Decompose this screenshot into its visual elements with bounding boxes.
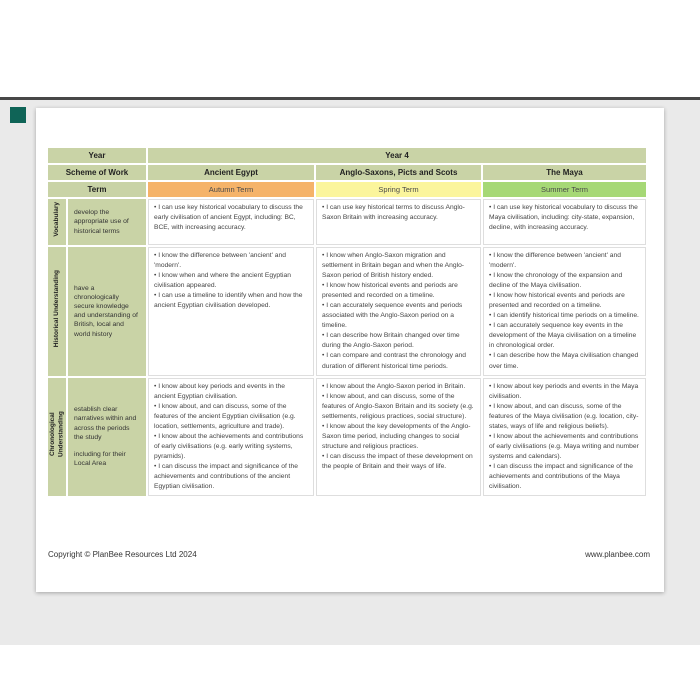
copyright-text: Copyright © PlanBee Resources Ltd 2024 [48,550,197,559]
category-label-chronological-understanding: Chronological Understanding [49,411,65,458]
term-label: Term [48,182,146,197]
objectives-maya-vocabulary: • I can use key historical vocabulary to discuss the Maya civilisation, including: city-state, expansion, decline, with increasing accuracy. [483,199,646,245]
category-description: develop the appropriate use of historical terms [68,199,146,245]
term-row [48,182,646,197]
scheme-the-maya: The Maya [483,165,646,180]
term-summer: Summer Term [483,182,646,197]
website-url: www.planbee.com [585,550,650,559]
curriculum-table [46,146,648,498]
category-cell [48,247,66,376]
term-autumn: Autumn Term [148,182,314,197]
category-description: establish clear narratives within and across the periods the study including for their Local Area [68,378,146,497]
scheme-of-work-label: Scheme of Work [48,165,146,180]
scheme-ancient-egypt: Ancient Egypt [148,165,314,180]
category-label-vocabulary: Vocabulary [52,202,60,237]
scheme-anglo-saxons: Anglo-Saxons, Picts and Scots [316,165,481,180]
year-value: Year 4 [148,148,646,163]
row-historical-understanding [48,247,646,376]
objectives-egypt-chronological: • I know about key periods and events in the ancient Egyptian civilisation. • I know about, and can discuss, some of the features of the ancient Egyptian civilisation (e.g. location, settlements, agriculture and trade). • I know about the achievements and contributions of early civilisations (e.g. early writing systems, pyramids). • I can discuss the impact and significance of the achievements and contributions of the ancient Egyptian civilisation. [148,378,314,497]
document-page [36,108,664,592]
objectives-anglosaxon-vocabulary: • I can use key historical terms to discuss Anglo-Saxon Britain with increasing accuracy. [316,199,481,245]
category-cell [48,199,66,245]
objectives-egypt-vocabulary: • I can use key historical vocabulary to discuss the early civilisation of ancient Egypt, including: BC, BCE, with increasing accuracy. [148,199,314,245]
objectives-maya-historical: • I know the difference between 'ancient' and 'modern'. • I know the chronology of the expansion and decline of the Maya civilisation. • I know how historical events and periods are presented and recorded on a timeline. • I can identify historical time periods on a timeline. • I can accurately sequence key events in the development of the Maya civilisation on a timeline in chronological order. • I can describe how the Maya civilisation changed over time. [483,247,646,376]
viewer-canvas [0,100,700,645]
page-footer [48,550,650,559]
objectives-egypt-historical: • I know the difference between 'ancient' and 'modern'. • I know when and where the ancient Egyptian civilisation appeared. • I can use a timeline to identify when and how the ancient Egyptian civilisation developed. [148,247,314,376]
term-spring: Spring Term [316,182,481,197]
year-row [48,148,646,163]
brand-square-icon [10,107,26,123]
row-vocabulary [48,199,646,245]
objectives-anglosaxon-historical: • I know when Anglo-Saxon migration and settlement in Britain began and when the Anglo-Saxon period of British history ended. • I know how historical events and periods are presented and recorded on a timeline. • I can accurately sequence events and periods associated with the Anglo-Saxon period on a timeline. • I can describe how Britain changed over time during the Anglo-Saxon period. • I can compare and contrast the chronology and duration of different historical time periods. [316,247,481,376]
scheme-row [48,165,646,180]
year-label: Year [48,148,146,163]
category-description: have a chronologically secure knowledge and understanding of British, local and world history [68,247,146,376]
category-cell [48,378,66,497]
row-chronological-understanding [48,378,646,497]
objectives-maya-chronological: • I know about key periods and events in the Maya civilisation. • I know about, and can discuss, some of the features of the Maya civilisation (e.g. location, city-states, ways of life and religious beliefs). • I know about the achievements and contributions of early civilisations (e.g. Maya writing and number systems and calendars). • I can discuss the impact and significance of the achievements and contributions of the Maya civilisation. [483,378,646,497]
objectives-anglosaxon-chronological: • I know about the Anglo-Saxon period in Britain. • I know about, and can discuss, some of the features of Anglo-Saxon Britain and its society (e.g. settlements, religious practices, social structure). • I know about the key developments of the Anglo-Saxon time period, including changes to social structure and religious practices. • I can discuss the impact of these development on the people of Britain and their ways of life. [316,378,481,497]
category-label-historical-understanding: Historical Understanding [52,270,60,348]
